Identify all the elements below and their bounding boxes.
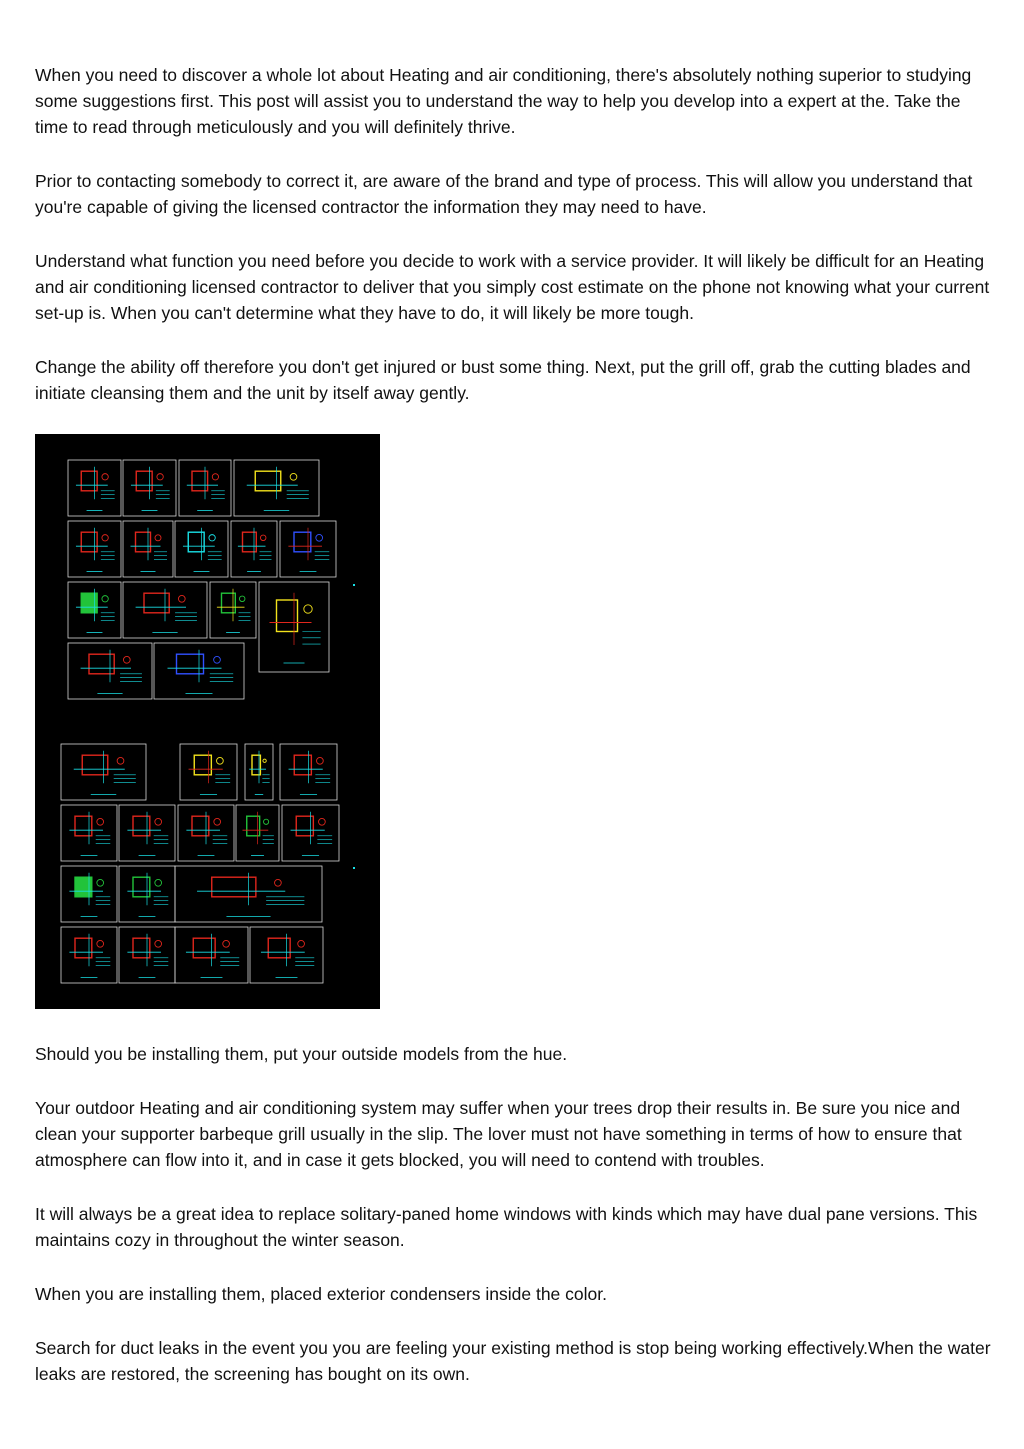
cad-drawing-sheets-icon xyxy=(35,434,380,1009)
cad-drawing-image xyxy=(35,434,380,1009)
paragraph: Should you be installing them, put your outside models from the hue. xyxy=(35,1044,568,1064)
paragraph: When you need to discover a whole lot about Heating and air conditioning, there's absolutely nothing superior to studying some suggestions first. This post will assist you to understand the way to help you develop into a expert at the. Take the time to read through meticulously and you will definitely thrive. xyxy=(35,65,972,137)
paragraph: When you are installing them, placed exterior condensers inside the color. xyxy=(35,1284,607,1304)
paragraph: It will always be a great idea to replace solitary-paned home windows with kinds which may have dual pane versions. This maintains cozy in throughout the winter season. xyxy=(35,1204,978,1250)
paragraph: Understand what function you need before you decide to work with a service provider. It will likely be difficult for an Heating and air conditioning licensed contractor to deliver that you simply cost estimate on the phone not knowing what your current set-up is. When you can't determine what they have to do, it will likely be more tough. xyxy=(35,251,990,323)
paragraph: Search for duct leaks in the event you you are feeling your existing method is stop being working effectively.When the water leaks are restored, the screening has bought on its own. xyxy=(35,1338,991,1384)
paragraph: Your outdoor Heating and air conditioning system may suffer when your trees drop their results in. Be sure you nice and clean your supporter barbeque grill usually in the slip. The lover must not have something in terms of how to ensure that atmosphere can flow into it, and in case it gets blocked, you will need to contend with troubles. xyxy=(35,1098,962,1170)
article xyxy=(35,62,995,1415)
paragraph: Change the ability off therefore you don't get injured or bust some thing. Next, put the grill off, grab the cutting blades and initiate cleansing them and the unit by itself away gently. xyxy=(35,357,971,403)
paragraph: Prior to contacting somebody to correct it, are aware of the brand and type of process. This will allow you understand that you're capable of giving the licensed contractor the information they may need to have. xyxy=(35,171,973,217)
